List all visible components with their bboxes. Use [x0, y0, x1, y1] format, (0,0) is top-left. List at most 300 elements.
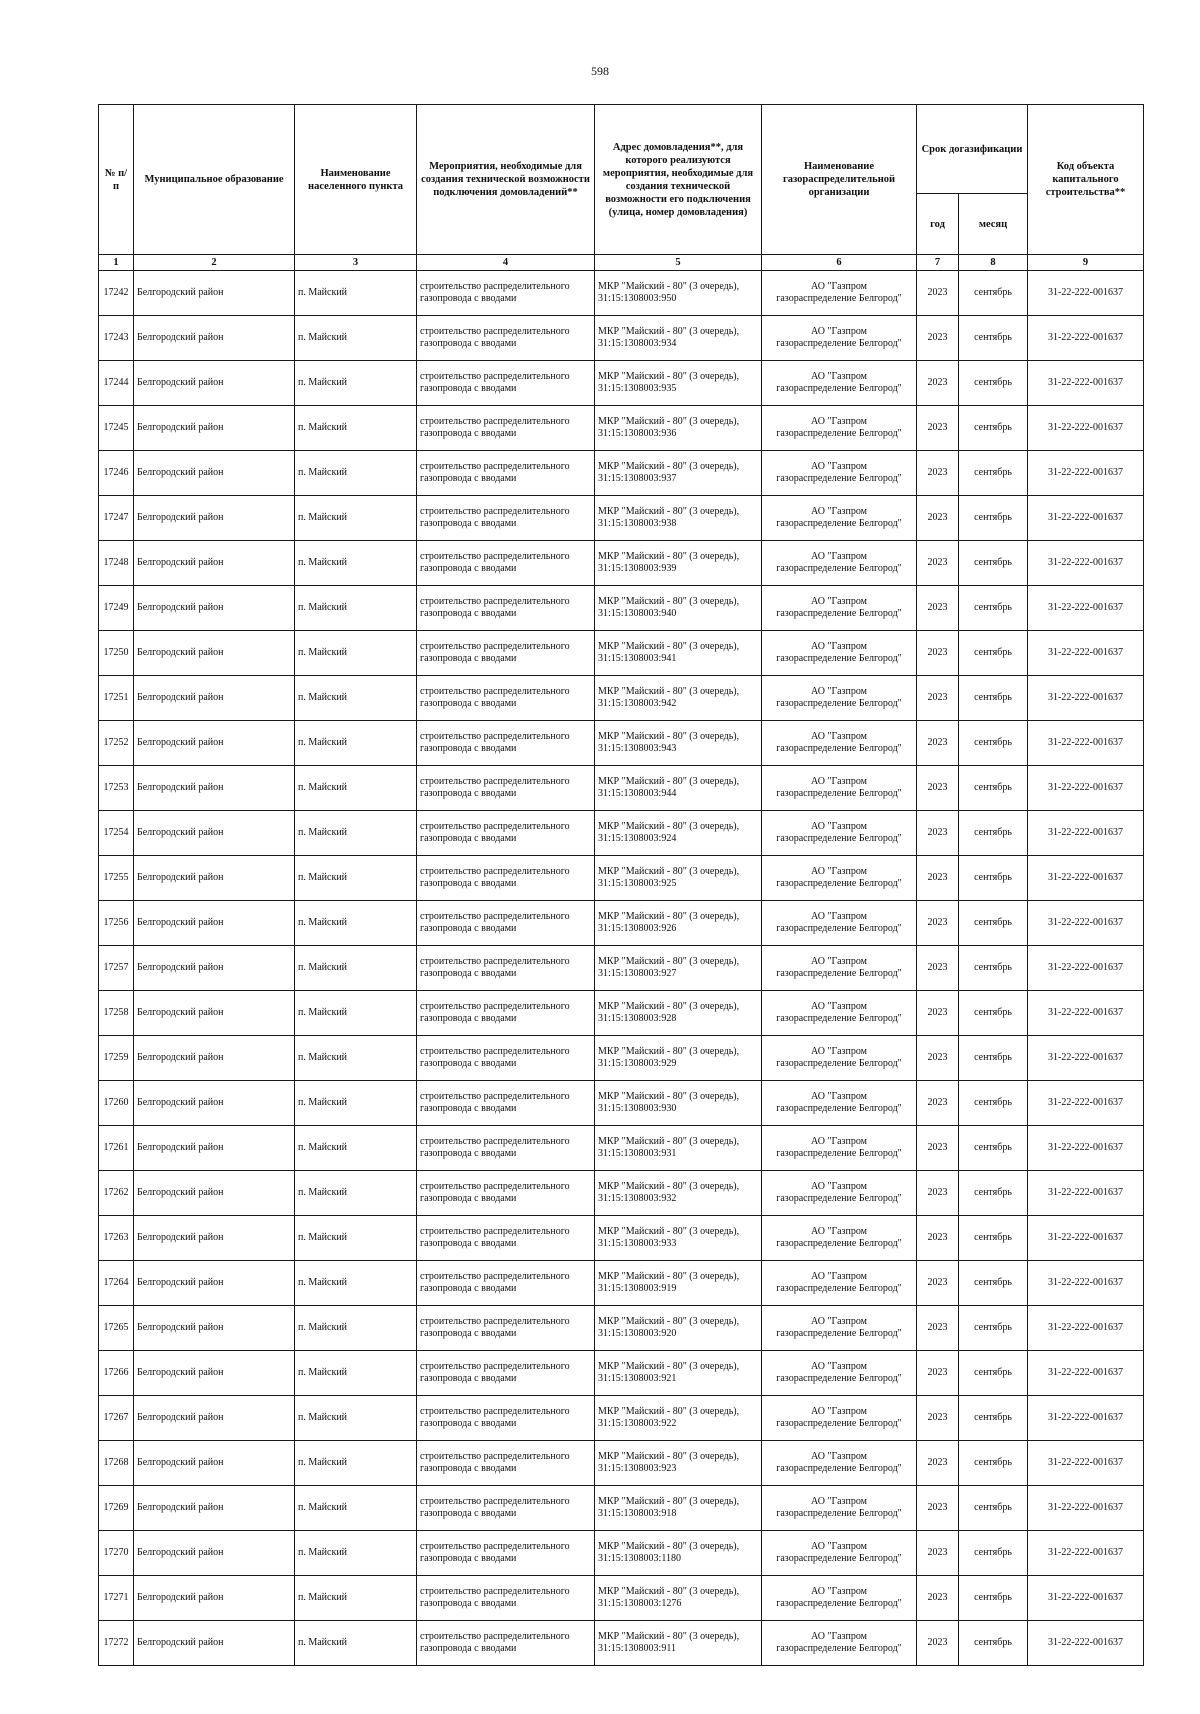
year-cell: 2023	[917, 1531, 959, 1576]
object-code-cell: 31-22-222-001637	[1028, 496, 1144, 541]
object-code-cell: 31-22-222-001637	[1028, 1036, 1144, 1081]
settlement-cell: п. Майский	[295, 361, 417, 406]
settlement-cell: п. Майский	[295, 721, 417, 766]
measure-cell: строительство распределительного газопровода с вводами	[417, 1351, 595, 1396]
address-cell: МКР "Майский - 80" (3 очередь), 31:15:1308003:944	[595, 766, 762, 811]
table-row	[99, 1261, 1144, 1306]
table-row	[99, 901, 1144, 946]
settlement-cell: п. Майский	[295, 766, 417, 811]
address-cell: МКР "Майский - 80" (3 очередь), 31:15:1308003:927	[595, 946, 762, 991]
column-number: 2	[134, 255, 295, 271]
organization-name-line: АО "Газпром	[811, 1091, 867, 1102]
address-cell: МКР "Майский - 80" (3 очередь), 31:15:1308003:937	[595, 451, 762, 496]
address-cell: МКР "Майский - 80" (3 очередь), 31:15:1308003:943	[595, 721, 762, 766]
organization-cell	[762, 496, 917, 541]
municipality-cell: Белгородский район	[134, 271, 295, 316]
row-number-cell: 17255	[99, 856, 134, 901]
row-number-cell: 17266	[99, 1351, 134, 1396]
row-number-cell: 17250	[99, 631, 134, 676]
organization-name-line: АО "Газпром	[811, 506, 867, 517]
measure-cell: строительство распределительного газопровода с вводами	[417, 271, 595, 316]
organization-name-line: газораспределение Белгород"	[776, 1283, 902, 1294]
municipality-cell: Белгородский район	[134, 361, 295, 406]
measure-cell: строительство распределительного газопровода с вводами	[417, 586, 595, 631]
organization-cell	[762, 811, 917, 856]
object-code-cell: 31-22-222-001637	[1028, 1576, 1144, 1621]
row-number-cell: 17245	[99, 406, 134, 451]
column-number: 7	[917, 255, 959, 271]
column-number: 5	[595, 255, 762, 271]
month-cell: сентябрь	[959, 1396, 1028, 1441]
column-number: 8	[959, 255, 1028, 271]
object-code-cell: 31-22-222-001637	[1028, 1216, 1144, 1261]
month-cell: сентябрь	[959, 1261, 1028, 1306]
address-cell: МКР "Майский - 80" (3 очередь), 31:15:1308003:930	[595, 1081, 762, 1126]
object-code-cell: 31-22-222-001637	[1028, 1261, 1144, 1306]
settlement-cell: п. Майский	[295, 271, 417, 316]
month-cell: сентябрь	[959, 811, 1028, 856]
organization-cell	[762, 1486, 917, 1531]
settlement-cell: п. Майский	[295, 451, 417, 496]
organization-name-line: АО "Газпром	[811, 1271, 867, 1282]
organization-name-line: газораспределение Белгород"	[776, 1463, 902, 1474]
municipality-cell: Белгородский район	[134, 676, 295, 721]
year-cell: 2023	[917, 721, 959, 766]
address-cell: МКР "Майский - 80" (3 очередь), 31:15:1308003:923	[595, 1441, 762, 1486]
organization-name-line: АО "Газпром	[811, 1181, 867, 1192]
year-cell: 2023	[917, 946, 959, 991]
row-number-cell: 17252	[99, 721, 134, 766]
organization-name-line: газораспределение Белгород"	[776, 338, 902, 349]
row-number-cell: 17251	[99, 676, 134, 721]
municipality-cell: Белгородский район	[134, 1126, 295, 1171]
municipality-cell: Белгородский район	[134, 1036, 295, 1081]
organization-name-line: газораспределение Белгород"	[776, 518, 902, 529]
organization-name-line: АО "Газпром	[811, 1136, 867, 1147]
year-cell: 2023	[917, 361, 959, 406]
year-cell: 2023	[917, 1396, 959, 1441]
organization-name-line: АО "Газпром	[811, 686, 867, 697]
table-body	[99, 271, 1144, 1666]
measure-cell: строительство распределительного газопровода с вводами	[417, 1576, 595, 1621]
settlement-cell: п. Майский	[295, 541, 417, 586]
table-row	[99, 1531, 1144, 1576]
organization-name-line: АО "Газпром	[811, 641, 867, 652]
municipality-cell: Белгородский район	[134, 946, 295, 991]
row-number-cell: 17253	[99, 766, 134, 811]
year-cell: 2023	[917, 991, 959, 1036]
organization-cell	[762, 1576, 917, 1621]
organization-name-line: газораспределение Белгород"	[776, 1418, 902, 1429]
month-cell: сентябрь	[959, 721, 1028, 766]
table-row	[99, 1081, 1144, 1126]
organization-cell	[762, 901, 917, 946]
header-col-object-code: Код объекта капитального строительства**	[1028, 105, 1144, 255]
organization-name-line: газораспределение Белгород"	[776, 698, 902, 709]
organization-cell	[762, 1351, 917, 1396]
organization-name-line: газораспределение Белгород"	[776, 1148, 902, 1159]
row-number-cell: 17264	[99, 1261, 134, 1306]
address-cell: МКР "Майский - 80" (3 очередь), 31:15:1308003:941	[595, 631, 762, 676]
settlement-cell: п. Майский	[295, 991, 417, 1036]
year-cell: 2023	[917, 631, 959, 676]
object-code-cell: 31-22-222-001637	[1028, 1621, 1144, 1666]
address-cell: МКР "Майский - 80" (3 очередь), 31:15:1308003:926	[595, 901, 762, 946]
object-code-cell: 31-22-222-001637	[1028, 721, 1144, 766]
measure-cell: строительство распределительного газопровода с вводами	[417, 991, 595, 1036]
table-row	[99, 541, 1144, 586]
year-cell: 2023	[917, 901, 959, 946]
month-cell: сентябрь	[959, 1036, 1028, 1081]
address-cell: МКР "Майский - 80" (3 очередь), 31:15:1308003:921	[595, 1351, 762, 1396]
organization-name-line: АО "Газпром	[811, 1586, 867, 1597]
row-number-cell: 17272	[99, 1621, 134, 1666]
organization-name-line: газораспределение Белгород"	[776, 1328, 902, 1339]
measure-cell: строительство распределительного газопровода с вводами	[417, 811, 595, 856]
settlement-cell: п. Майский	[295, 1216, 417, 1261]
table-row	[99, 1171, 1144, 1216]
year-cell: 2023	[917, 586, 959, 631]
settlement-cell: п. Майский	[295, 406, 417, 451]
measure-cell: строительство распределительного газопровода с вводами	[417, 946, 595, 991]
municipality-cell: Белгородский район	[134, 541, 295, 586]
header-col-number: № п/п	[99, 105, 134, 255]
organization-name-line: АО "Газпром	[811, 371, 867, 382]
organization-cell	[762, 406, 917, 451]
object-code-cell: 31-22-222-001637	[1028, 451, 1144, 496]
object-code-cell: 31-22-222-001637	[1028, 811, 1144, 856]
settlement-cell: п. Майский	[295, 1486, 417, 1531]
table-row	[99, 1621, 1144, 1666]
object-code-cell: 31-22-222-001637	[1028, 1351, 1144, 1396]
year-cell: 2023	[917, 271, 959, 316]
month-cell: сентябрь	[959, 271, 1028, 316]
row-number-cell: 17261	[99, 1126, 134, 1171]
month-cell: сентябрь	[959, 541, 1028, 586]
organization-name-line: АО "Газпром	[811, 776, 867, 787]
object-code-cell: 31-22-222-001637	[1028, 1531, 1144, 1576]
settlement-cell: п. Майский	[295, 316, 417, 361]
municipality-cell: Белгородский район	[134, 856, 295, 901]
object-code-cell: 31-22-222-001637	[1028, 1171, 1144, 1216]
year-cell: 2023	[917, 766, 959, 811]
address-cell: МКР "Майский - 80" (3 очередь), 31:15:1308003:933	[595, 1216, 762, 1261]
organization-cell	[762, 271, 917, 316]
object-code-cell: 31-22-222-001637	[1028, 586, 1144, 631]
organization-cell	[762, 451, 917, 496]
month-cell: сентябрь	[959, 361, 1028, 406]
municipality-cell: Белгородский район	[134, 766, 295, 811]
organization-name-line: АО "Газпром	[811, 416, 867, 427]
organization-name-line: газораспределение Белгород"	[776, 743, 902, 754]
organization-cell	[762, 631, 917, 676]
measure-cell: строительство распределительного газопровода с вводами	[417, 676, 595, 721]
header-number-row	[99, 255, 1144, 271]
table-row	[99, 676, 1144, 721]
organization-name-line: АО "Газпром	[811, 731, 867, 742]
row-number-cell: 17269	[99, 1486, 134, 1531]
row-number-cell: 17242	[99, 271, 134, 316]
measure-cell: строительство распределительного газопровода с вводами	[417, 1396, 595, 1441]
organization-name-line: газораспределение Белгород"	[776, 968, 902, 979]
organization-name-line: газораспределение Белгород"	[776, 1598, 902, 1609]
measure-cell: строительство распределительного газопровода с вводами	[417, 1261, 595, 1306]
row-number-cell: 17243	[99, 316, 134, 361]
row-number-cell: 17259	[99, 1036, 134, 1081]
table-row	[99, 766, 1144, 811]
object-code-cell: 31-22-222-001637	[1028, 901, 1144, 946]
table-row	[99, 1576, 1144, 1621]
row-number-cell: 17244	[99, 361, 134, 406]
month-cell: сентябрь	[959, 406, 1028, 451]
table-row	[99, 1396, 1144, 1441]
organization-name-line: АО "Газпром	[811, 1631, 867, 1642]
measure-cell: строительство распределительного газопровода с вводами	[417, 1171, 595, 1216]
year-cell: 2023	[917, 856, 959, 901]
table-row	[99, 991, 1144, 1036]
address-cell: МКР "Майский - 80" (3 очередь), 31:15:1308003:919	[595, 1261, 762, 1306]
gasification-table	[98, 104, 1144, 1666]
address-cell: МКР "Майский - 80" (3 очередь), 31:15:1308003:936	[595, 406, 762, 451]
organization-cell	[762, 1081, 917, 1126]
measure-cell: строительство распределительного газопровода с вводами	[417, 901, 595, 946]
organization-name-line: газораспределение Белгород"	[776, 563, 902, 574]
address-cell: МКР "Майский - 80" (3 очередь), 31:15:1308003:929	[595, 1036, 762, 1081]
object-code-cell: 31-22-222-001637	[1028, 1441, 1144, 1486]
year-cell: 2023	[917, 1261, 959, 1306]
row-number-cell: 17247	[99, 496, 134, 541]
month-cell: сентябрь	[959, 316, 1028, 361]
settlement-cell: п. Майский	[295, 901, 417, 946]
municipality-cell: Белгородский район	[134, 1576, 295, 1621]
month-cell: сентябрь	[959, 1216, 1028, 1261]
organization-name-line: АО "Газпром	[811, 1406, 867, 1417]
year-cell: 2023	[917, 1306, 959, 1351]
row-number-cell: 17258	[99, 991, 134, 1036]
municipality-cell: Белгородский район	[134, 586, 295, 631]
address-cell: МКР "Майский - 80" (3 очередь), 31:15:1308003:932	[595, 1171, 762, 1216]
month-cell: сентябрь	[959, 1531, 1028, 1576]
table-row	[99, 1306, 1144, 1351]
object-code-cell: 31-22-222-001637	[1028, 361, 1144, 406]
column-number: 6	[762, 255, 917, 271]
organization-name-line: АО "Газпром	[811, 1541, 867, 1552]
organization-cell	[762, 541, 917, 586]
table-row	[99, 1486, 1144, 1531]
organization-name-line: газораспределение Белгород"	[776, 1103, 902, 1114]
organization-name-line: АО "Газпром	[811, 1001, 867, 1012]
municipality-cell: Белгородский район	[134, 406, 295, 451]
month-cell: сентябрь	[959, 856, 1028, 901]
month-cell: сентябрь	[959, 991, 1028, 1036]
header-col-deadline: Срок догазификации	[917, 105, 1028, 194]
address-cell: МКР "Майский - 80" (3 очередь), 31:15:1308003:920	[595, 1306, 762, 1351]
month-cell: сентябрь	[959, 1486, 1028, 1531]
organization-name-line: газораспределение Белгород"	[776, 1643, 902, 1654]
address-cell: МКР "Майский - 80" (3 очередь), 31:15:1308003:931	[595, 1126, 762, 1171]
table-row	[99, 1036, 1144, 1081]
address-cell: МКР "Майский - 80" (3 очередь), 31:15:1308003:939	[595, 541, 762, 586]
row-number-cell: 17254	[99, 811, 134, 856]
table-row	[99, 496, 1144, 541]
organization-name-line: АО "Газпром	[811, 1226, 867, 1237]
page-number: 598	[591, 64, 609, 78]
organization-cell	[762, 316, 917, 361]
address-cell: МКР "Майский - 80" (3 очередь), 31:15:1308003:935	[595, 361, 762, 406]
object-code-cell: 31-22-222-001637	[1028, 991, 1144, 1036]
year-cell: 2023	[917, 451, 959, 496]
header-col-month: месяц	[959, 194, 1028, 255]
table-row	[99, 856, 1144, 901]
organization-name-line: АО "Газпром	[811, 326, 867, 337]
organization-cell	[762, 361, 917, 406]
municipality-cell: Белгородский район	[134, 901, 295, 946]
month-cell: сентябрь	[959, 1306, 1028, 1351]
organization-name-line: газораспределение Белгород"	[776, 1193, 902, 1204]
address-cell: МКР "Майский - 80" (3 очередь), 31:15:1308003:925	[595, 856, 762, 901]
month-cell: сентябрь	[959, 586, 1028, 631]
settlement-cell: п. Майский	[295, 1621, 417, 1666]
organization-cell	[762, 676, 917, 721]
month-cell: сентябрь	[959, 1081, 1028, 1126]
measure-cell: строительство распределительного газопровода с вводами	[417, 1036, 595, 1081]
row-number-cell: 17260	[99, 1081, 134, 1126]
organization-name-line: АО "Газпром	[811, 866, 867, 877]
municipality-cell: Белгородский район	[134, 1216, 295, 1261]
month-cell: сентябрь	[959, 631, 1028, 676]
organization-cell	[762, 856, 917, 901]
measure-cell: строительство распределительного газопровода с вводами	[417, 1441, 595, 1486]
object-code-cell: 31-22-222-001637	[1028, 1396, 1144, 1441]
row-number-cell: 17267	[99, 1396, 134, 1441]
year-cell: 2023	[917, 1171, 959, 1216]
object-code-cell: 31-22-222-001637	[1028, 1126, 1144, 1171]
row-number-cell: 17270	[99, 1531, 134, 1576]
year-cell: 2023	[917, 496, 959, 541]
municipality-cell: Белгородский район	[134, 1621, 295, 1666]
organization-name-line: газораспределение Белгород"	[776, 923, 902, 934]
municipality-cell: Белгородский район	[134, 1486, 295, 1531]
year-cell: 2023	[917, 1351, 959, 1396]
settlement-cell: п. Майский	[295, 1351, 417, 1396]
municipality-cell: Белгородский район	[134, 496, 295, 541]
address-cell: МКР "Майский - 80" (3 очередь), 31:15:1308003:928	[595, 991, 762, 1036]
table-row	[99, 1126, 1144, 1171]
municipality-cell: Белгородский район	[134, 1171, 295, 1216]
municipality-cell: Белгородский район	[134, 1351, 295, 1396]
table-row	[99, 451, 1144, 496]
table-row	[99, 631, 1144, 676]
row-number-cell: 17268	[99, 1441, 134, 1486]
object-code-cell: 31-22-222-001637	[1028, 541, 1144, 586]
object-code-cell: 31-22-222-001637	[1028, 1081, 1144, 1126]
year-cell: 2023	[917, 1126, 959, 1171]
organization-name-line: АО "Газпром	[811, 956, 867, 967]
settlement-cell: п. Майский	[295, 1576, 417, 1621]
year-cell: 2023	[917, 1576, 959, 1621]
organization-name-line: газораспределение Белгород"	[776, 1013, 902, 1024]
month-cell: сентябрь	[959, 901, 1028, 946]
header-col-organization: Наименование газораспределительной организации	[762, 105, 917, 255]
object-code-cell: 31-22-222-001637	[1028, 316, 1144, 361]
settlement-cell: п. Майский	[295, 1126, 417, 1171]
organization-cell	[762, 1441, 917, 1486]
table-row	[99, 721, 1144, 766]
organization-name-line: газораспределение Белгород"	[776, 383, 902, 394]
organization-name-line: АО "Газпром	[811, 281, 867, 292]
settlement-cell: п. Майский	[295, 1081, 417, 1126]
address-cell: МКР "Майский - 80" (3 очередь), 31:15:1308003:940	[595, 586, 762, 631]
measure-cell: строительство распределительного газопровода с вводами	[417, 451, 595, 496]
row-number-cell: 17262	[99, 1171, 134, 1216]
organization-cell	[762, 1126, 917, 1171]
month-cell: сентябрь	[959, 1126, 1028, 1171]
table-row	[99, 316, 1144, 361]
organization-name-line: АО "Газпром	[811, 596, 867, 607]
organization-cell	[762, 1396, 917, 1441]
row-number-cell: 17248	[99, 541, 134, 586]
object-code-cell: 31-22-222-001637	[1028, 631, 1144, 676]
address-cell: МКР "Майский - 80" (3 очередь), 31:15:1308003:918	[595, 1486, 762, 1531]
row-number-cell: 17263	[99, 1216, 134, 1261]
object-code-cell: 31-22-222-001637	[1028, 766, 1144, 811]
address-cell: МКР "Майский - 80" (3 очередь), 31:15:1308003:942	[595, 676, 762, 721]
table-header	[99, 105, 1144, 271]
municipality-cell: Белгородский район	[134, 1261, 295, 1306]
measure-cell: строительство распределительного газопровода с вводами	[417, 361, 595, 406]
measure-cell: строительство распределительного газопровода с вводами	[417, 1531, 595, 1576]
organization-name-line: АО "Газпром	[811, 1451, 867, 1462]
header-col-year: год	[917, 194, 959, 255]
organization-name-line: газораспределение Белгород"	[776, 473, 902, 484]
measure-cell: строительство распределительного газопровода с вводами	[417, 856, 595, 901]
measure-cell: строительство распределительного газопровода с вводами	[417, 721, 595, 766]
table-row	[99, 1216, 1144, 1261]
row-number-cell: 17246	[99, 451, 134, 496]
organization-cell	[762, 1621, 917, 1666]
organization-name-line: АО "Газпром	[811, 461, 867, 472]
organization-name-line: АО "Газпром	[811, 1316, 867, 1327]
settlement-cell: п. Майский	[295, 1261, 417, 1306]
municipality-cell: Белгородский район	[134, 991, 295, 1036]
measure-cell: строительство распределительного газопровода с вводами	[417, 1081, 595, 1126]
object-code-cell: 31-22-222-001637	[1028, 676, 1144, 721]
measure-cell: строительство распределительного газопровода с вводами	[417, 1216, 595, 1261]
year-cell: 2023	[917, 1081, 959, 1126]
month-cell: сентябрь	[959, 1171, 1028, 1216]
organization-name-line: газораспределение Белгород"	[776, 1508, 902, 1519]
organization-cell	[762, 1531, 917, 1576]
year-cell: 2023	[917, 811, 959, 856]
organization-cell	[762, 721, 917, 766]
table-row	[99, 406, 1144, 451]
settlement-cell: п. Майский	[295, 1396, 417, 1441]
settlement-cell: п. Майский	[295, 1306, 417, 1351]
organization-name-line: газораспределение Белгород"	[776, 1373, 902, 1384]
month-cell: сентябрь	[959, 451, 1028, 496]
measure-cell: строительство распределительного газопровода с вводами	[417, 496, 595, 541]
month-cell: сентябрь	[959, 496, 1028, 541]
settlement-cell: п. Майский	[295, 496, 417, 541]
settlement-cell: п. Майский	[295, 631, 417, 676]
column-number: 4	[417, 255, 595, 271]
object-code-cell: 31-22-222-001637	[1028, 1486, 1144, 1531]
municipality-cell: Белгородский район	[134, 811, 295, 856]
measure-cell: строительство распределительного газопровода с вводами	[417, 631, 595, 676]
organization-name-line: АО "Газпром	[811, 1361, 867, 1372]
table-row	[99, 586, 1144, 631]
measure-cell: строительство распределительного газопровода с вводами	[417, 1126, 595, 1171]
